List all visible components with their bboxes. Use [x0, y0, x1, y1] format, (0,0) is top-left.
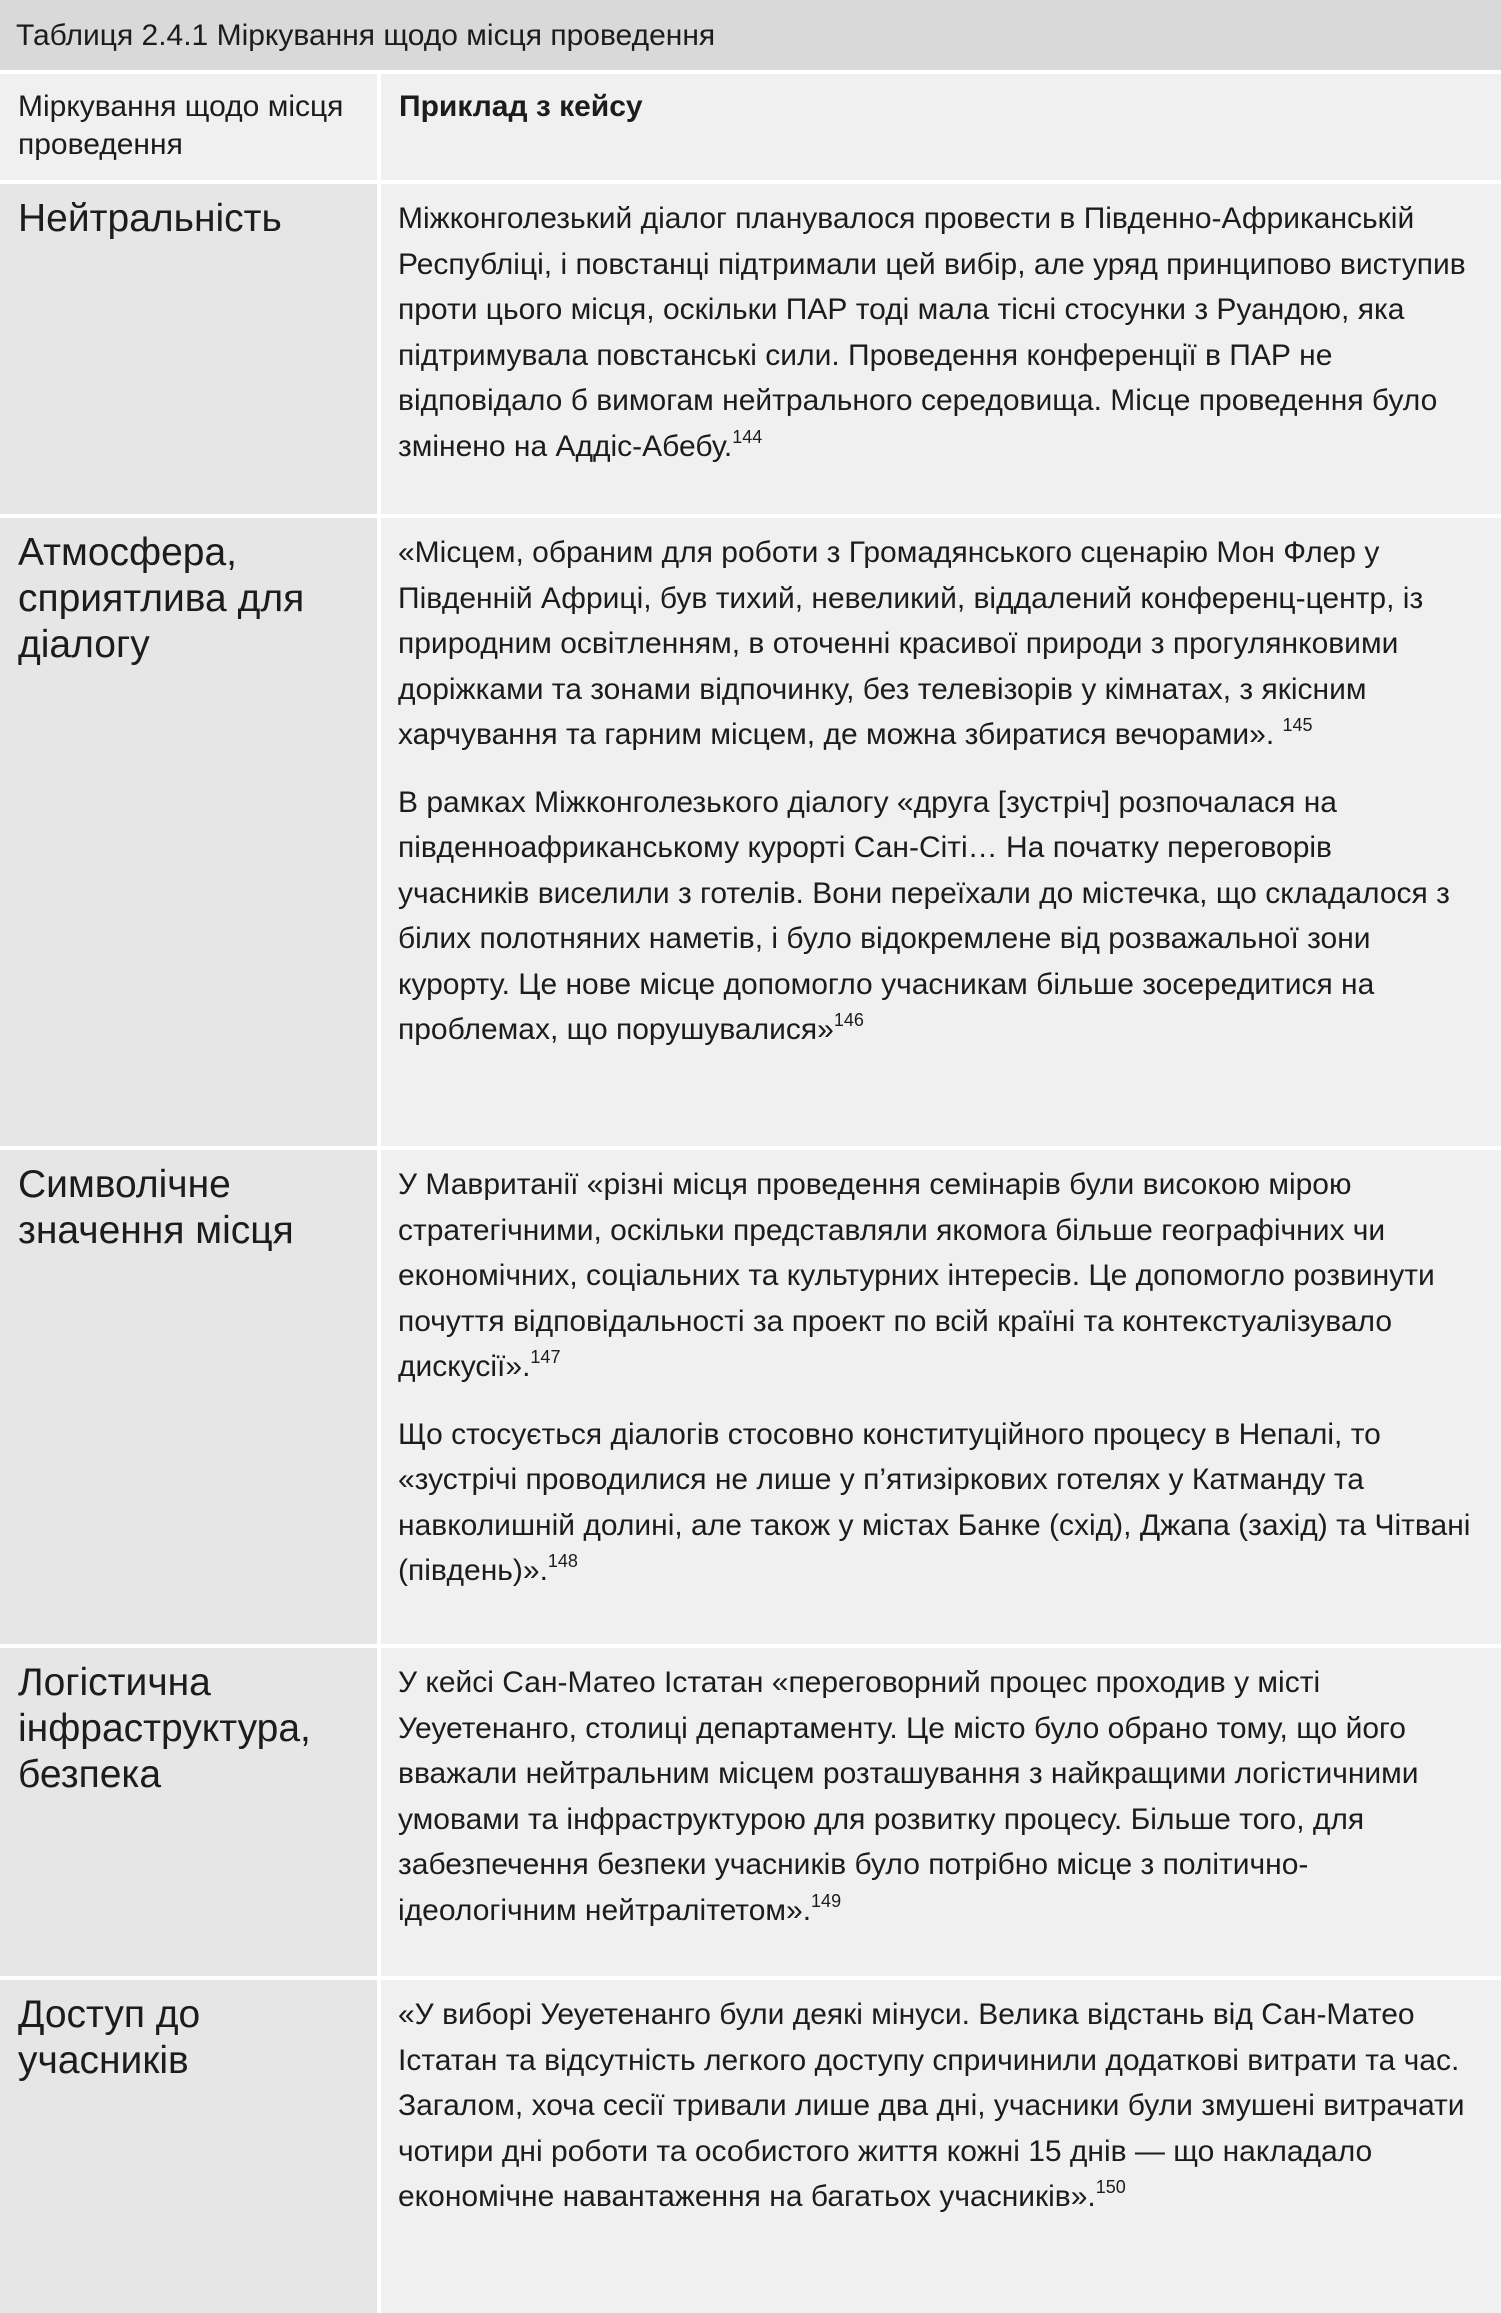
- footnote-ref: 147: [530, 1347, 561, 1367]
- row-label-logistics-security: Логістична інфраструктура, безпека: [0, 1648, 377, 1976]
- row-label-symbolic-meaning: Символічне значення місця: [0, 1150, 377, 1644]
- footnote-ref: 149: [811, 1890, 842, 1911]
- paragraph-text: У Мавританії «різні місця проведення семінарів були високою мірою стратегічними, оскільки представляли якомога більше географічних чи економічних, соціальних та культурних інтересів. Це допомогло розвинути почуття відповідальності за проект по всій країні та контекстуалізувало дискусії».: [398, 1168, 1435, 1383]
- row-content-logistics-security: [381, 1648, 1501, 1976]
- row-content-atmosphere: [381, 518, 1501, 1146]
- row-content-symbolic-meaning: [381, 1150, 1501, 1644]
- case-paragraph: [398, 1660, 1471, 1933]
- case-paragraph: [398, 1992, 1471, 2220]
- table-caption: Таблиця 2.4.1 Міркування щодо місця проведення: [0, 0, 1501, 70]
- row-label-atmosphere: Атмосфера, сприятлива для діалогу: [0, 518, 377, 1146]
- footnote-ref: 148: [547, 1551, 578, 1571]
- row-content-neutrality: [381, 184, 1501, 514]
- footnote-ref: 145: [1282, 715, 1313, 735]
- case-paragraph: [398, 780, 1471, 1053]
- paragraph-text: «У виборі Уеуетенанго були деякі мінуси. Велика відстань від Сан-Матео Істатан та відсутність легкого доступу спричинили додаткові витрати та час. Загалом, хоча сесії тривали лише два дні, учасники були змушені витрачати чотири дні роботи та особистого життя кожні 15 днів — що накладало економічне навантаження на багатьох учасників».: [398, 1998, 1465, 2213]
- footnote-ref: 150: [1095, 2177, 1126, 2197]
- footnote-ref: 144: [732, 426, 763, 447]
- case-paragraph: [398, 1162, 1471, 1390]
- column-header-consideration: Міркування щодо місця проведення: [0, 74, 377, 180]
- row-content-participant-access: [381, 1980, 1501, 2313]
- paragraph-text: У кейсі Сан-Матео Істатан «переговорний процес проходив у місті Уеуетенанго, столиці департаменту. Це місто було обрано тому, що його вважали нейтральним місцем розташування з найкращими логістичними умовами та інфраструктурою для розвитку процесу. Більше того, для забезпечення безпеки учасників було потрібно місце з політично-ідеологічним нейтралітетом».: [398, 1666, 1419, 1927]
- paragraph-text: «Місцем, обраним для роботи з Громадянського сценарію Мон Флер у Південній Африці, був тихий, невеликий, віддалений конференц-центр, із природним освітленням, в оточенні красивої природи з прогулянковими доріжками та зонами відпочинку, без телевізорів у кімнатах, з якісним харчування та гарним місцем, де можна збиратися вечорами».: [398, 536, 1424, 751]
- paragraph-text: Міжконголезький діалог планувалося провести в Південно-Африканській Республіці, і повстанці підтримали цей вибір, але уряд принципово виступив проти цього місця, оскільки ПАР тоді мала тісні стосунки з Руандою, яка підтримувала повстанські сили. Проведення конференції в ПАР не відповідало б вимогам нейтрального середовища. Місце проведення було змінено на Аддіс-Абебу.: [398, 202, 1466, 463]
- row-label-neutrality: Нейтральність: [0, 184, 377, 514]
- paragraph-text: В рамках Міжконголезького діалогу «друга [зустріч] розпочалася на південноафриканському курорті Сан-Сіті… На початку переговорів учасників виселили з готелів. Вони переїхали до містечка, що складалося з білих полотняних наметів, і було відокремлене від розважальної зони курорту. Це нове місце допомогло учасникам більше зосередитися на проблемах, що порушувалися»: [398, 785, 1450, 1046]
- row-label-participant-access: Доступ до учасників: [0, 1980, 377, 2313]
- column-header-example: Приклад з кейсу: [381, 74, 1501, 180]
- paragraph-text: Що стосується діалогів стосовно конституційного процесу в Непалі, то «зустрічі проводилися не лише у п’ятизіркових готелях у Катманду та навколишній долині, але також у містах Банке (схід), Джапа (захід) та Чітвані (південь)».: [398, 1417, 1471, 1587]
- case-paragraph: [398, 196, 1471, 469]
- case-paragraph: [398, 1412, 1471, 1594]
- footnote-ref: 146: [833, 1010, 864, 1030]
- case-paragraph: [398, 530, 1471, 758]
